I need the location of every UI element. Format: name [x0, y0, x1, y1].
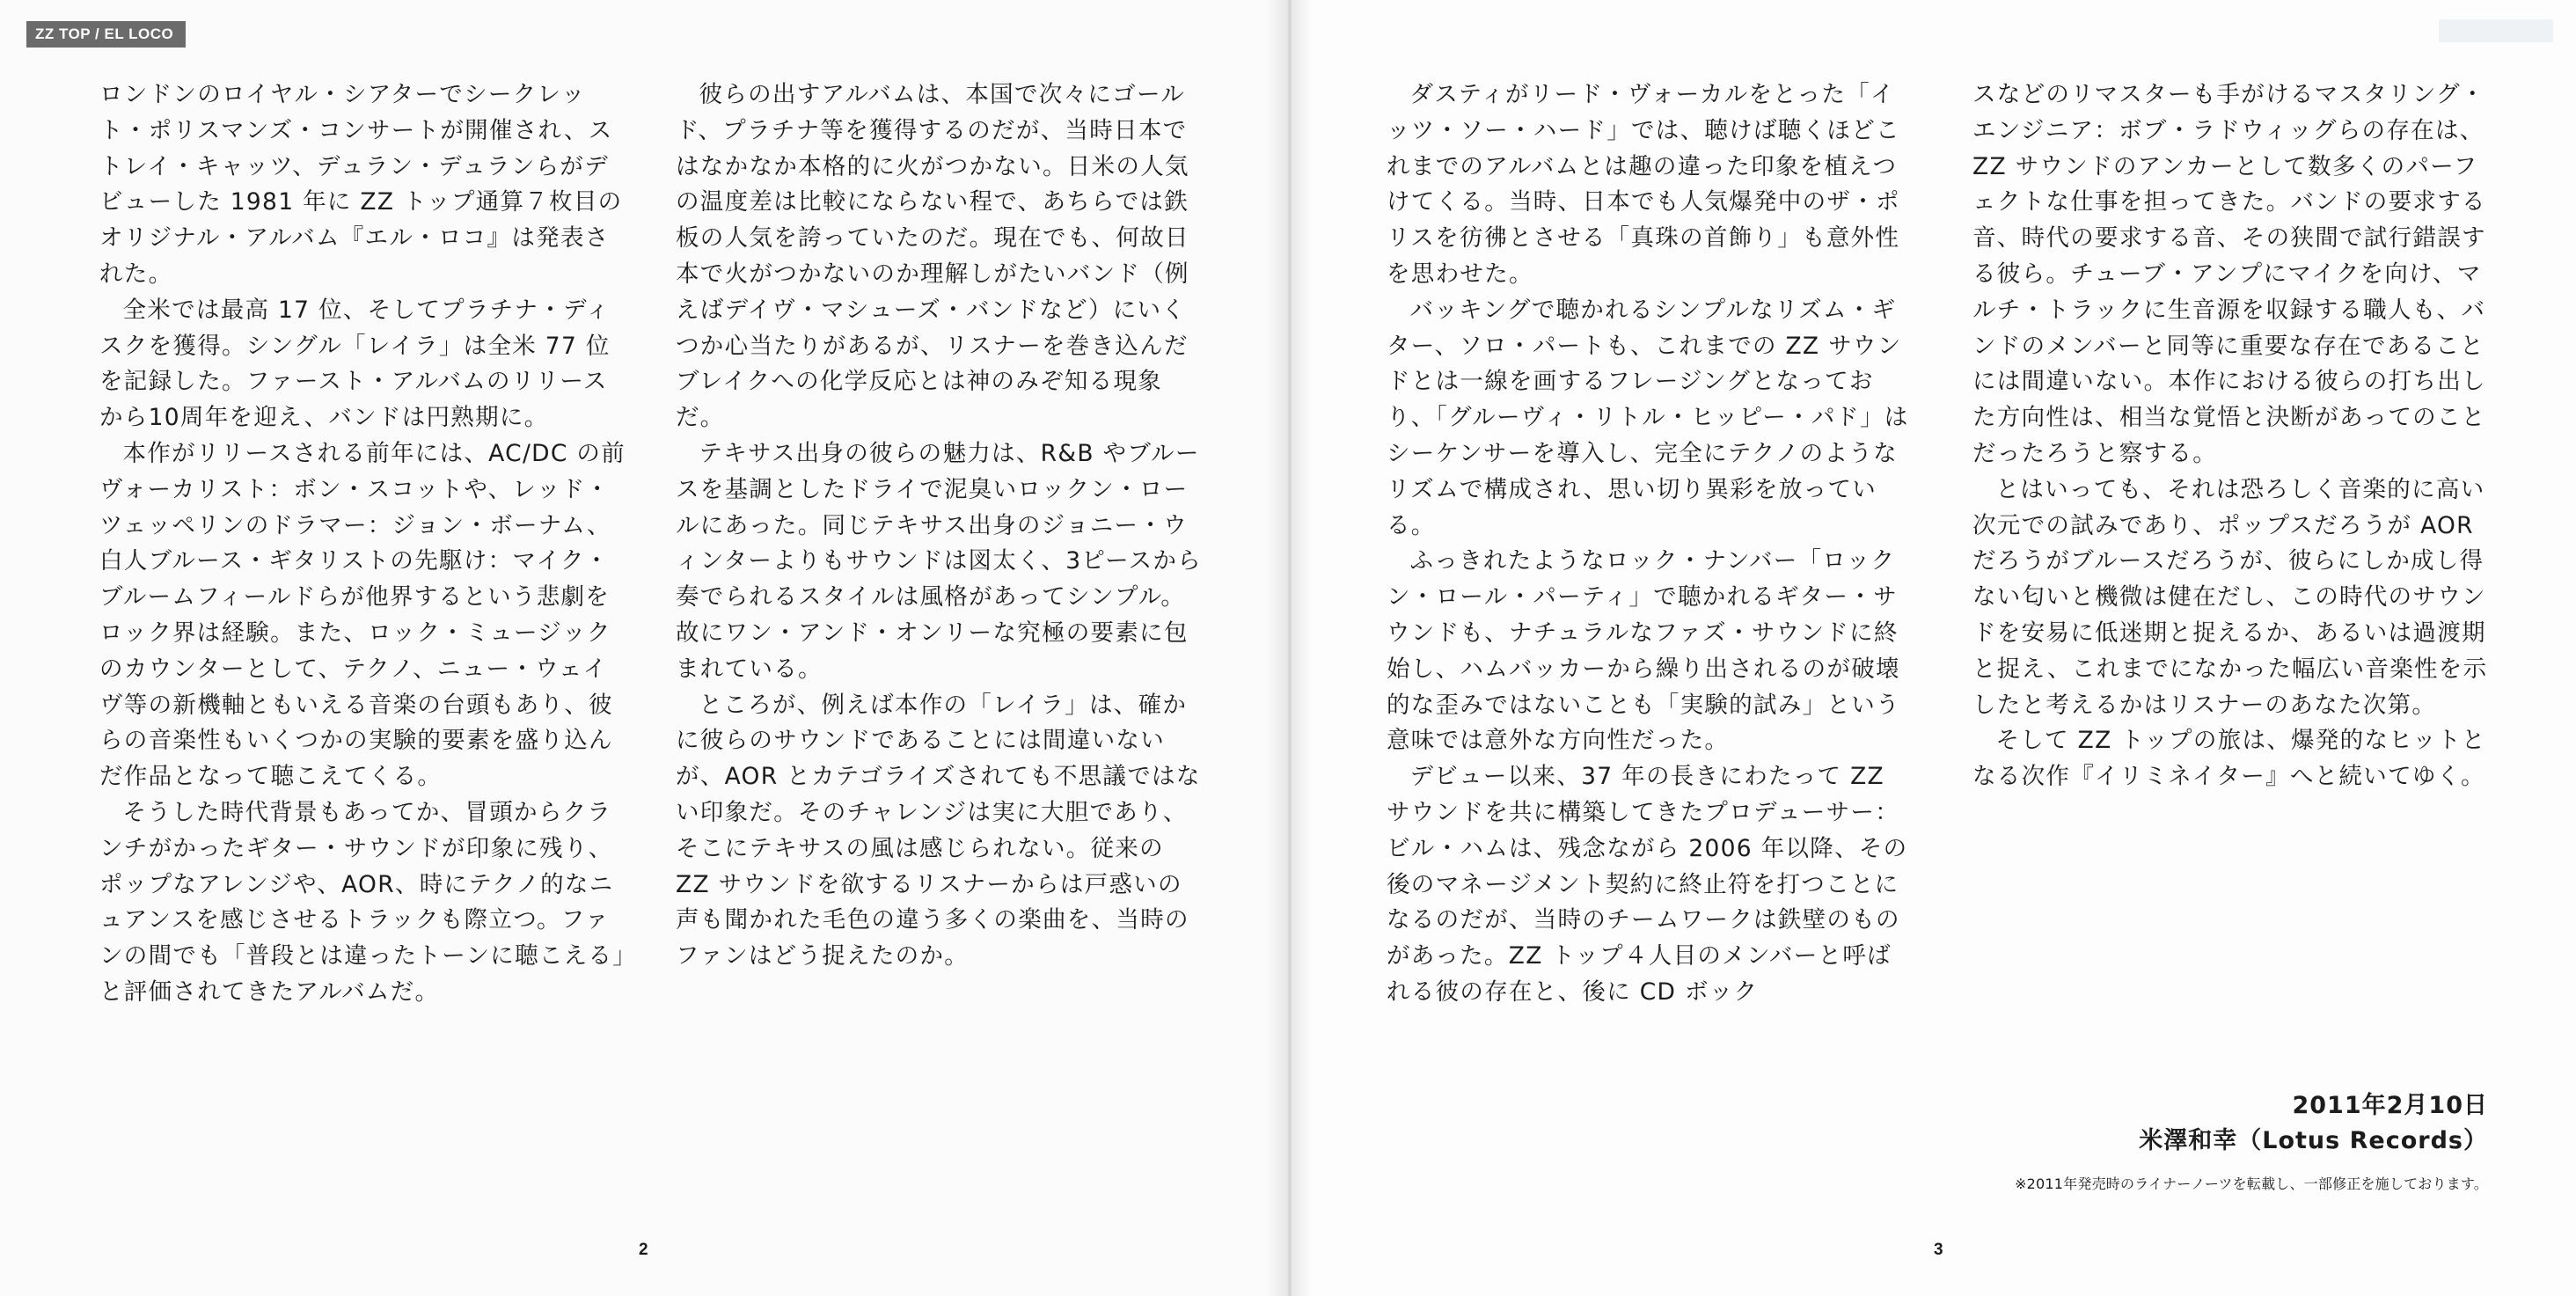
paragraph: 全米では最高 17 位、そしてプラチナ・ディスクを獲得。シングル「レイラ」は全米 77 位を記録した。ファースト・アルバムのリリースから10周年を迎え、バンドは円熟期に。 — [99, 296, 611, 432]
album-tag: ZZ TOP / EL LOCO — [26, 21, 186, 48]
paragraph: ふっきれたようなロック・ナンバー「ロックン・ロール・パーティ」で聴かれるギター・サウンドも、ナチュラルなファズ・サウンドに終始し、ハムバッカーから繰り出されるのが破壊的な歪みではないことも「実験的試み」という意味では意外な方向性だった。 — [1387, 547, 1900, 755]
reprint-note: ※2011年発売時のライナーノーツを転載し、一部修正を施しております。 — [2015, 1175, 2488, 1192]
paragraph: デビュー以来、37 年の長きにわたって ZZ サウンドを共に構築してきたプロデューサー：ビル・ハムは、残念ながら 2006 年以降、その後のマネージメント契約に終止符を打つことになるのだが、当時のチームワークは鉄壁のものがあった。ZZ トップ４人目のメンバーと呼ばれる彼の存在と、後に CD ボック — [1387, 763, 1908, 1006]
paragraph: テキサス出身の彼らの魅力は、R&B やブルースを基調としたドライで泥臭いロックン・ロールにあった。同じテキサス出身のジョニー・ウィンターよりもサウンドは図太く、3ピースから奏でられるスタイルは風格があってシンプル。故にワン・アンド・オンリーな究極の要素に包まれている。 — [676, 439, 1202, 683]
text-column-2 — [676, 77, 1204, 975]
paragraph: バッキングで聴かれるシンプルなリズム・ギター、ソロ・パートも、これまでの ZZ サウンドとは一線を画するフレージングとなっており、「グルーヴィ・リトル・ヒッピー・パド」はシーケンサーを導入し、完全にテクノのようなリズムで構成され、思い切り異彩を放っている。 — [1387, 296, 1909, 539]
paragraph: そうした時代背景もあってか、冒頭からクランチがかったギター・サウンドが印象に残り、ポップなアレンジや、AOR、時にテクノ的なニュアンスを感じさせるトラックも際立つ。ファンの間でも「普段とは違ったトーンに聴こえる」と評価されてきたアルバムだ。 — [99, 798, 626, 1006]
binding-gutter — [1267, 0, 1313, 1296]
text-column-4 — [1972, 77, 2500, 795]
faint-header-tag — [2439, 19, 2553, 42]
paragraph: 彼らの出すアルバムは、本国で次々にゴールド、プラチナ等を獲得するのだが、当時日本ではなかなか本格的に火がつかない。日米の人気の温度差は比較にならない程で、あちらでは鉄板の人気を誇っていたのだ。現在でも、何故日本で火がつかないのか理解しがたいバンド（例えばデイヴ・マシューズ・バンドなど）にいくつか心当たりがあるが、リスナーを巻き込んだブレイクへの化学反応とは神のみぞ知る現象だ。 — [676, 81, 1189, 432]
text-column-3 — [1387, 77, 1914, 1011]
paragraph: そして ZZ トップの旅は、爆発的なヒットとなる次作『イリミネイター』へと続いてゆく。 — [1972, 727, 2486, 791]
right-page — [1290, 0, 2576, 1296]
paragraph: とはいっても、それは恐ろしく音楽的に高い次元での試みであり、ポップスだろうが AOR だろうがブルースだろうが、彼らにしか成し得ない匂いと機微は健在だし、この時代のサウンドを安易に低迷期と捉えるか、あるいは過渡期と捉え、これまでになかった幅広い音楽性を示したと考えるかはリスナーのあなた次第。 — [1972, 475, 2488, 719]
text-column-1 — [99, 77, 627, 1011]
page-number: 2 — [639, 1241, 648, 1259]
paragraph: ロンドンのロイヤル・シアターでシークレット・ポリスマンズ・コンサートが開催され、ストレイ・キャッツ、デュラン・デュランらがデビューした 1981 年に ZZ トップ通算７枚目のオリジナル・アルバム『エル・ロコ』は発表された。 — [99, 81, 623, 288]
signature-author: 米澤和幸（Lotus Records） — [2139, 1127, 2488, 1154]
paragraph: スなどのリマスターも手がけるマスタリング・エンジニア：ボブ・ラドウィッグらの存在は、ZZ サウンドのアンカーとして数多くのパーフェクトな仕事を担ってきた。バンドの要求する音、時代の要求する音、その狭間で試行錯誤する彼ら。チューブ・アンプにマイクを向け、マルチ・トラックに生音源を収録する職人も、バンドのメンバーと同等に重要な存在であることには間違いない。本作における彼らの打ち出した方向性は、相当な覚悟と決断があってのことだったろうと察する。 — [1972, 81, 2486, 467]
paragraph: 本作がリリースされる前年には、AC/DC の前ヴォーカリスト：ボン・スコットや、レッド・ツェッペリンのドラマー：ジョン・ボーナム、白人ブルース・ギタリストの先駆け：マイク・ブルームフィールドらが他界するという悲劇をロック界は経験。また、ロック・ミュージックのカウンターとして、テクノ、ニュー・ウェイヴ等の新機軸ともいえる音楽の台頭もあり、彼らの音楽性もいくつかの実験的要素を盛り込んだ作品となって聴こえてくる。 — [99, 439, 626, 791]
paragraph: ところが、例えば本作の「レイラ」は、確かに彼らのサウンドであることには間違いないが、AOR とカテゴライズされても不思議ではない印象だ。そのチャレンジは実に大胆であり、そこにテキサスの風は感じられない。従来の ZZ サウンドを欲するリスナーからは戸惑いの声も聞かれた毛色の違う多くの楽曲を、当時のファンはどう捉えたのか。 — [676, 691, 1201, 970]
page-number: 3 — [1934, 1241, 1943, 1259]
signature-date: 2011年2月10日 — [2292, 1092, 2488, 1119]
paragraph: ダスティがリード・ヴォーカルをとった「イッツ・ソー・ハード」では、聴けば聴くほどこれまでのアルバムとは趣の違った印象を植えつけてくる。当時、日本でも人気爆発中のザ・ポリスを彷彿とさせる「真珠の首飾り」も意外性を思わせた。 — [1387, 81, 1900, 288]
